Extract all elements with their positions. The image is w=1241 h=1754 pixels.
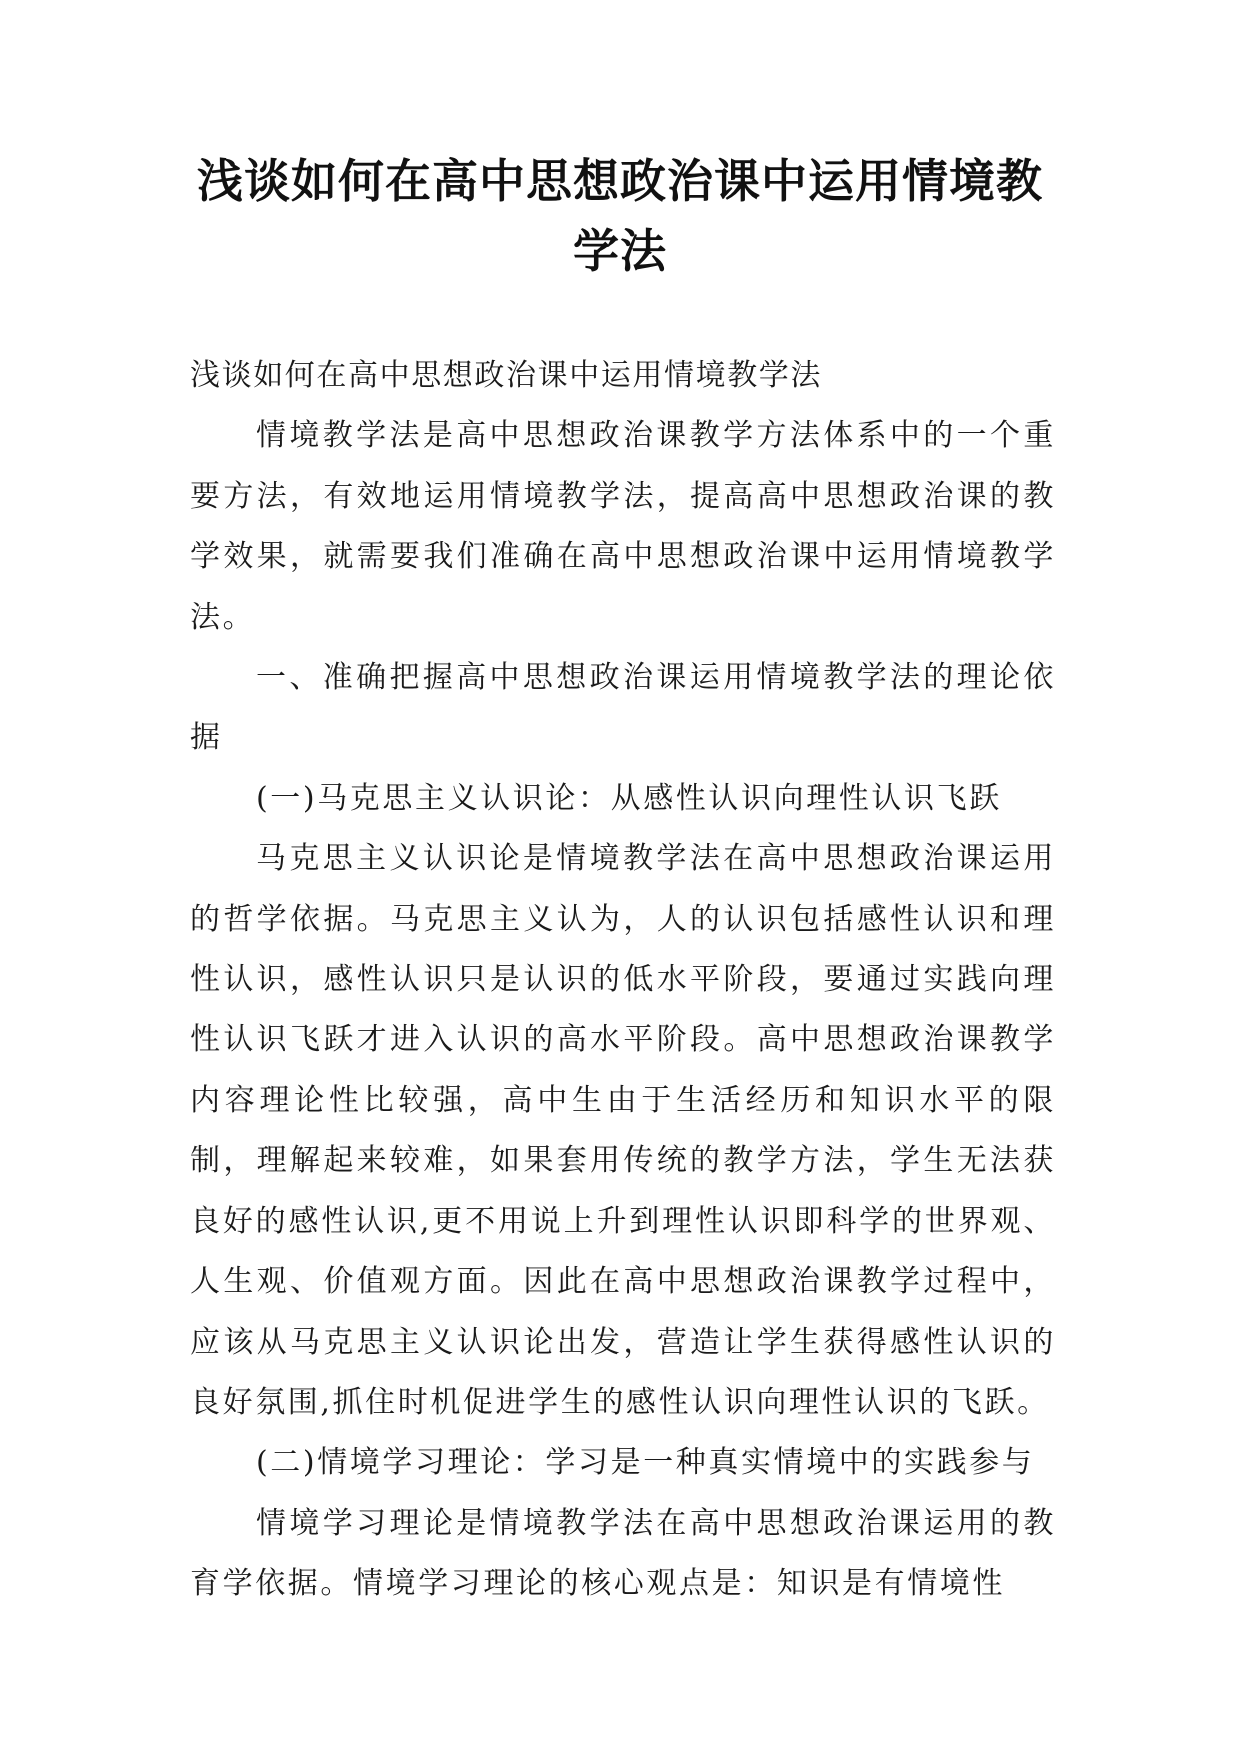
document-body [190,346,1056,1615]
paragraph-intro: 情境教学法是高中思想政治课教学方法体系中的一个重要方法，有效地运用情境教学法，提高高中思想政治课的教学效果，就需要我们准确在高中思想政治课中运用情境教学法。 [190,418,1056,635]
subsection-heading-1: (一)马克思主义认识论：从感性认识向理性认识飞跃 [256,780,1002,816]
paragraph-situated-learning: 情境学习理论是情境教学法在高中思想政治课运用的教育学依据。情境学习理论的核心观点是：知识是有情境性 [190,1505,1056,1602]
paragraph-subtitle: 浅谈如何在高中思想政治课中运用情境教学法 [190,358,822,393]
subsection-heading-2: (二)情境学习理论：学习是一种真实情境中的实践参与 [256,1445,1035,1481]
paragraph-epistemology: 马克思主义认识论是情境教学法在高中思想政治课运用的哲学依据。马克思主义认为，人的认识包括感性认识和理性认识，感性认识只是认识的低水平阶段，要通过实践向理性认识飞跃才进入认识的高水平阶段。高中思想政治课教学内容理论性比较强，高中生由于生活经历和知识水平的限制，理解起来较难，如果套用传统的教学方法，学生无法获良好的感性认识,更不用说上升到理性认识即科学的世界观、人生观、价值观方面。因此在高中思想政治课教学过程中，应该从马克思主义认识论出发，营造让学生获得感性认识的良好氛围,抓住时机促进学生的感性认识向理性认识的飞跃。 [190,841,1056,1420]
section-heading-1: 一、准确把握高中思想政治课运用情境教学法的理论依据 [190,660,1056,756]
document-title: 浅谈如何在高中思想政治课中运用情境教学法 [197,154,1043,278]
